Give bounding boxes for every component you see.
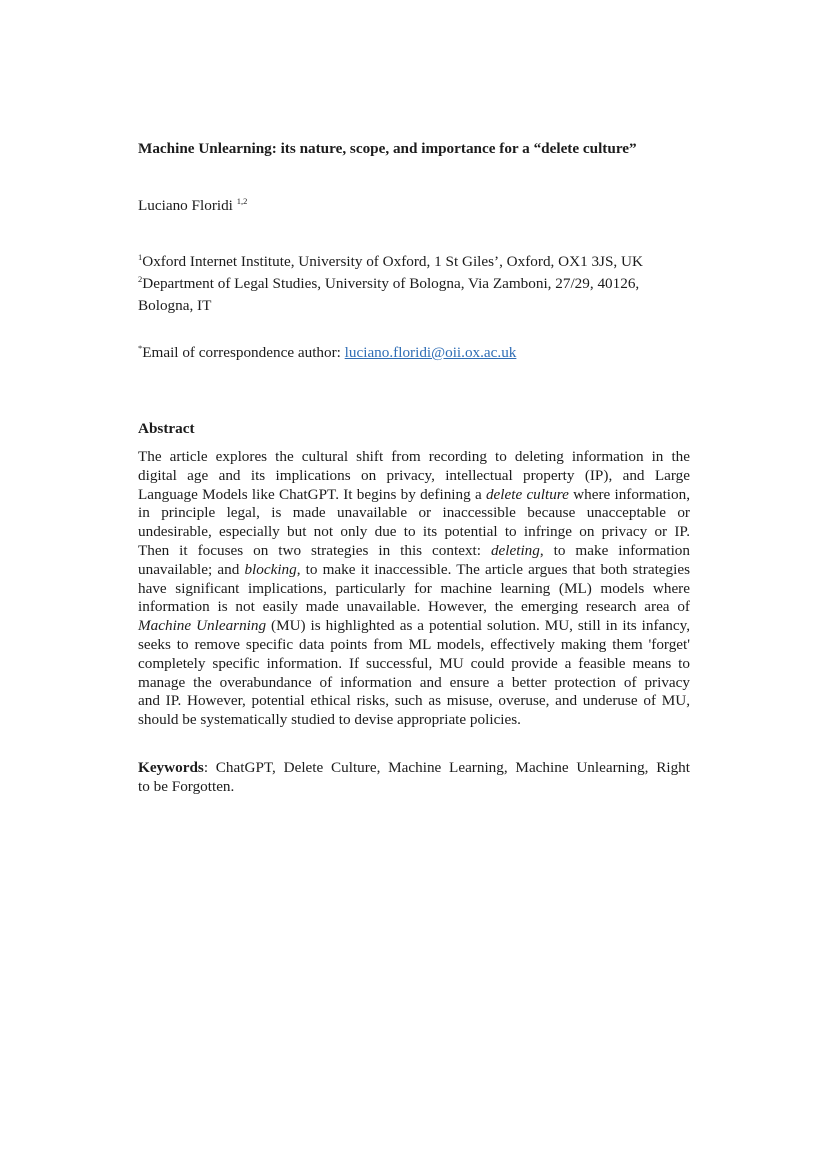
correspondence-marker: *: [138, 343, 143, 353]
abstract-line: digital age and its implications on privacy, intellectual property (IP), and Large: [138, 466, 690, 484]
abstract-emphasis: delete culture: [485, 485, 569, 503]
abstract-text: , to make it inaccessible. The article argues that both strategies: [296, 560, 691, 578]
abstract-text: Language Models like ChatGPT. It begins by defining a: [138, 485, 486, 503]
affiliation-1-marker: 1: [138, 252, 143, 262]
abstract-text: (MU) is highlighted as a potential solution. MU, still in its infancy,: [266, 617, 690, 635]
affiliation-2: [138, 273, 690, 317]
abstract-heading: Abstract: [138, 420, 195, 437]
abstract-line: completely specific information. If successful, MU could provide a feasible means to: [138, 654, 690, 672]
affiliation-2-line1: Department of Legal Studies, University of Bologna, Via Zamboni, 27/29, 40126,: [142, 275, 640, 292]
paper-title: Machine Unlearning: its nature, scope, and importance for a “delete culture”: [138, 140, 637, 157]
abstract-line: have significant implications, particularly for machine learning (ML) models where: [138, 579, 690, 597]
abstract-text: unavailable; and: [138, 560, 245, 578]
abstract-line: undesirable, especially but not only due to its potential to infringe on privacy or IP.: [138, 523, 690, 541]
abstract-text: , to make information: [539, 541, 690, 559]
abstract-emphasis: blocking: [244, 560, 297, 578]
keywords-label: Keywords: [138, 759, 204, 776]
abstract-line: should be systematically studied to devise appropriate policies.: [138, 711, 521, 729]
abstract-emphasis: Machine Unlearning: [138, 617, 267, 635]
abstract-line: [138, 561, 690, 580]
abstract-line: [138, 617, 690, 636]
abstract-text: Then it focuses on two strategies in this context:: [138, 541, 491, 559]
keywords-list: : ChatGPT, Delete Culture, Machine Learning, Machine Unlearning, Right: [203, 759, 690, 776]
keywords-line: [138, 758, 690, 777]
keywords-line: to be Forgotten.: [138, 778, 235, 795]
affiliation-2-line2: Bologna, IT: [138, 297, 212, 314]
correspondence-email-link[interactable]: luciano.floridi@oii.ox.ac.uk: [344, 344, 517, 361]
correspondence-line: [138, 343, 516, 363]
affiliation-1: [138, 251, 690, 273]
author-line: [138, 196, 247, 216]
author-affiliation-marks: 1,2: [236, 196, 248, 206]
abstract-line: The article explores the cultural shift from recording to deleting information in the: [138, 448, 690, 465]
abstract-emphasis: deleting: [490, 541, 540, 559]
author-name: Luciano Floridi: [138, 197, 233, 214]
abstract-line: manage the overabundance of information and ensure a better protection of privacy: [138, 673, 690, 691]
abstract-line: in principle legal, is made unavailable or inaccessible because unacceptable or: [138, 504, 690, 522]
abstract-line: information is not easily made unavailable. However, the emerging research area of: [138, 598, 690, 616]
abstract-body: [138, 448, 690, 730]
affiliation-1-text: Oxford Internet Institute, University of Oxford, 1 St Giles’, Oxford, OX1 3JS, UK: [142, 253, 643, 270]
keywords: [138, 758, 690, 796]
abstract-line: [138, 486, 690, 505]
abstract-line: and IP. However, potential ethical risks, such as misuse, overuse, and underuse of MU,: [138, 692, 690, 710]
abstract-line: seeks to remove specific data points from ML models, effectively making them 'forget': [138, 635, 690, 653]
correspondence-label: Email of correspondence author:: [142, 344, 345, 361]
abstract-text: where information,: [568, 485, 690, 503]
abstract-line: [138, 542, 690, 561]
affiliation-2-marker: 2: [138, 274, 143, 284]
